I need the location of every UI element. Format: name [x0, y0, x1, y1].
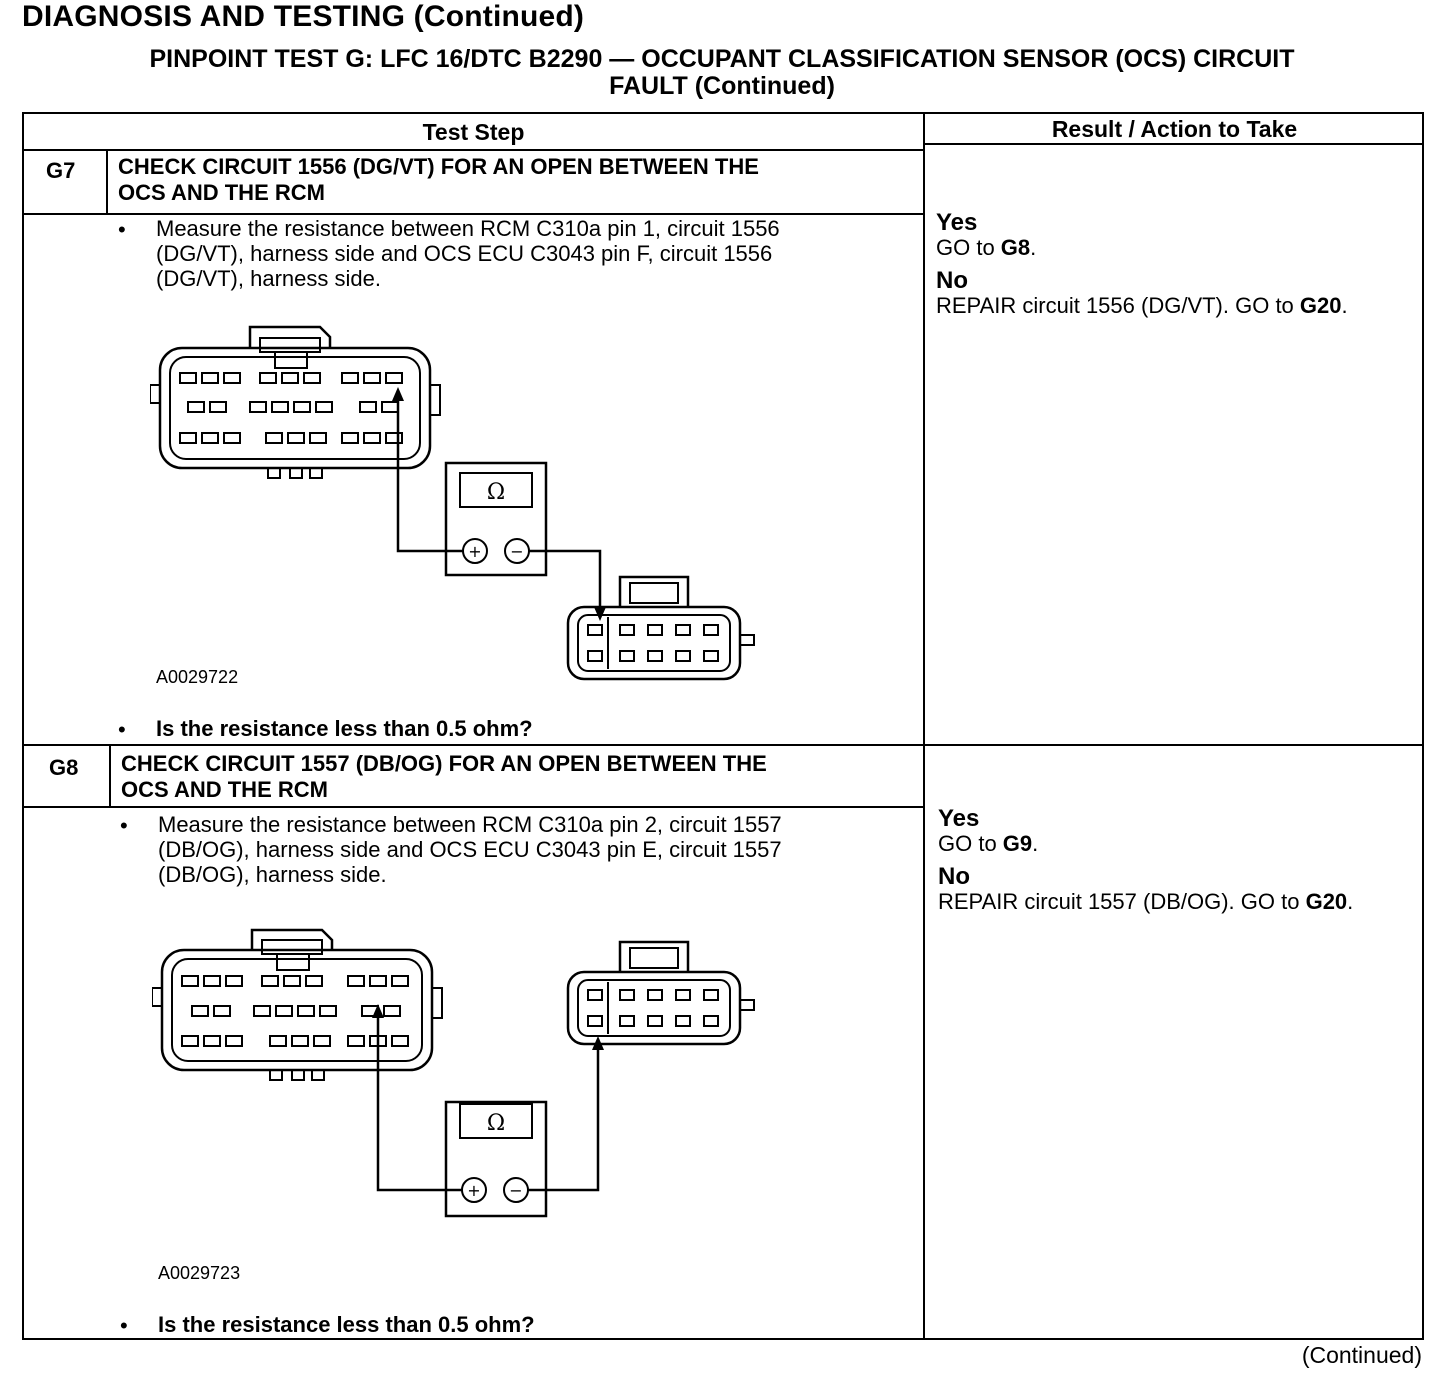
page-header	[22, 0, 584, 34]
column-header-test-step: Test Step	[422, 119, 525, 145]
result-g7-yes-label: Yes	[936, 209, 978, 236]
svg-text:−: −	[510, 542, 524, 561]
bullet-g7-instruction: •	[118, 217, 126, 242]
goto-g9-link: G9	[1002, 831, 1033, 856]
svg-text:−: −	[509, 1181, 523, 1200]
bullet-g8-instruction: •	[120, 813, 128, 838]
step-title-divider-g7	[24, 213, 923, 215]
ocs-connector	[568, 577, 754, 679]
result-g7-no-label: No	[936, 267, 968, 294]
pinpoint-test-title-line1: PINPOINT TEST G: LFC 16/DTC B2290 — OCCUPANT CLASSIFICATION SENSOR (OCS) CIRCUIT	[149, 45, 1295, 73]
result-g7-yes-action: GO to G8.	[936, 235, 1037, 260]
diagram-g8	[152, 918, 772, 1218]
bullet-g8-question: •	[120, 1313, 128, 1338]
step-title-divider-g8	[24, 806, 923, 808]
question-g7: Is the resistance less than 0.5 ohm?	[156, 716, 533, 741]
svg-text:+: +	[467, 1181, 481, 1200]
result-g8-no-action: REPAIR circuit 1557 (DB/OG). GO to G20.	[938, 889, 1354, 914]
instruction-g7	[156, 216, 780, 291]
header-divider-right	[923, 143, 1424, 145]
ohm-symbol: Ω	[486, 480, 506, 505]
instruction-g7-line2: (DG/VT), harness side and OCS ECU C3043 pin F, circuit 1556	[156, 241, 773, 266]
figure-id-g7: A0029722	[156, 667, 239, 687]
goto-g20-link: G20	[1299, 293, 1342, 318]
rcm-connector-pins	[182, 976, 408, 1046]
instruction-g8-line3: (DB/OG), harness side.	[158, 862, 387, 887]
page-title: DIAGNOSIS AND TESTING (Continued)	[22, 0, 585, 33]
ocs-connector	[568, 942, 754, 1044]
instruction-g8	[158, 812, 782, 887]
step-id-g8: G8	[49, 755, 79, 780]
instruction-g7-line3: (DG/VT), harness side.	[156, 266, 381, 291]
question-g8: Is the resistance less than 0.5 ohm?	[158, 1312, 535, 1337]
header-divider-left	[24, 149, 923, 151]
pinpoint-test-title	[22, 46, 1422, 100]
step-id-g7: G7	[46, 158, 76, 183]
pinpoint-test-title-line2: FAULT (Continued)	[609, 72, 835, 100]
instruction-g7-line1: Measure the resistance between RCM C310a pin 1, circuit 1556	[156, 216, 780, 241]
goto-g8-link: G8	[1000, 235, 1031, 260]
diagram-g7	[150, 315, 770, 685]
goto-g20-link: G20	[1305, 889, 1348, 914]
figure-id-g8: A0029723	[158, 1263, 241, 1283]
result-g8	[938, 806, 1353, 914]
rcm-connector-pins	[180, 373, 402, 443]
ohm-symbol: Ω	[486, 1111, 506, 1136]
step-title-g7-line2: OCS AND THE RCM	[118, 180, 325, 205]
instruction-g8-line1: Measure the resistance between RCM C310a pin 2, circuit 1557	[158, 812, 782, 837]
result-g8-no-label: No	[938, 863, 970, 890]
step-title-g8	[121, 751, 767, 803]
result-g7	[936, 210, 1348, 318]
step-title-g7	[118, 154, 759, 206]
result-g8-yes-label: Yes	[938, 805, 980, 832]
step-title-g8-line1: CHECK CIRCUIT 1557 (DB/OG) FOR AN OPEN BETWEEN THE	[121, 751, 767, 776]
result-g8-yes-action: GO to G9.	[938, 831, 1039, 856]
instruction-g8-line2: (DB/OG), harness side and OCS ECU C3043 pin E, circuit 1557	[158, 837, 782, 862]
step-id-divider-g7	[106, 151, 108, 213]
step-id-divider-g8	[109, 746, 111, 808]
test-leads	[378, 1010, 598, 1190]
bullet-g7-question: •	[118, 717, 126, 742]
step-divider-g7-g8	[24, 744, 1424, 746]
column-header-result: Result / Action to Take	[1051, 116, 1298, 142]
continued-footer: (Continued)	[1301, 1342, 1422, 1368]
step-title-g8-line2: OCS AND THE RCM	[121, 777, 328, 802]
column-divider	[923, 114, 925, 1338]
svg-text:+: +	[468, 542, 482, 561]
step-title-g7-line1: CHECK CIRCUIT 1556 (DG/VT) FOR AN OPEN BETWEEN THE	[118, 154, 759, 179]
result-g7-no-action: REPAIR circuit 1556 (DG/VT). GO to G20.	[936, 293, 1348, 318]
